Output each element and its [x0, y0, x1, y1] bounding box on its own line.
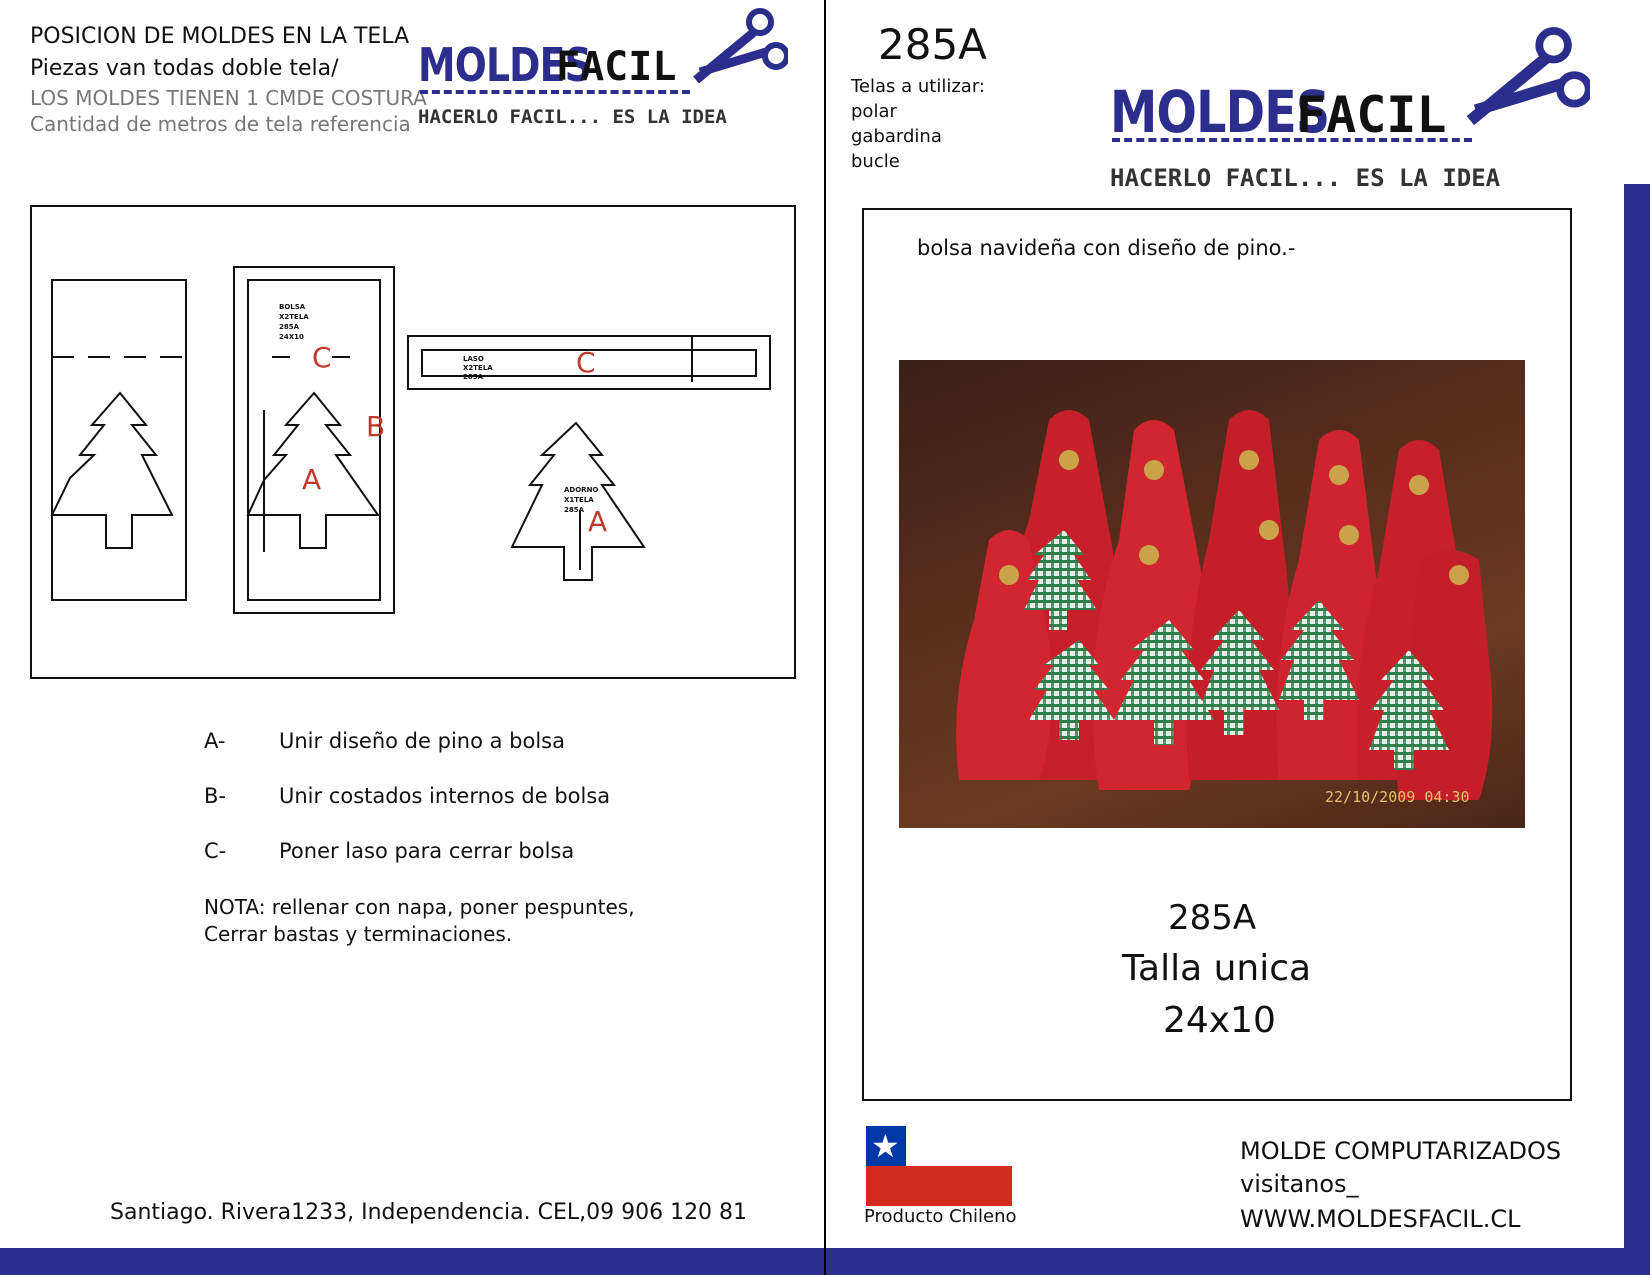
footer-line-2: visitanos_ [1240, 1170, 1359, 1198]
chile-flag [866, 1126, 1012, 1206]
adorno-piece-label: ADORNO X1TELA 285A [564, 486, 599, 514]
flag-caption: Producto Chileno [864, 1206, 1017, 1227]
laso-piece-label: LASO X2TELA 285A [463, 355, 493, 381]
nota-line-1: NOTA: rellenar con napa, poner pespuntes, [204, 895, 635, 919]
page-divider [824, 0, 826, 1275]
pattern-diagram [0, 0, 824, 700]
step-b-letter: B- [204, 784, 226, 808]
product-photo [899, 360, 1525, 828]
step-a-text: Unir diseño de pino a bolsa [279, 729, 565, 753]
logo-moldes-text: MOLDES [418, 38, 591, 92]
marker-b: B [366, 410, 386, 443]
fabric-polar: polar [851, 101, 897, 122]
fabric-quantity-note: Cantidad de metros de tela referencia [30, 112, 411, 136]
photo-timestamp: 22/10/2009 04:30 [1325, 788, 1470, 806]
fabric-bucle: bucle [851, 151, 900, 172]
nota-line-2: Cerrar bastas y terminaciones. [204, 922, 513, 946]
product-dimensions: 24x10 [1163, 1000, 1276, 1041]
logo-tagline-right: HACERLO FACIL... ES LA IDEA [1110, 164, 1501, 192]
bottom-bar-right [826, 1248, 1650, 1275]
pattern-code: 285A [878, 20, 987, 69]
marker-c-laso: C [576, 346, 596, 379]
fabrics-title: Telas a utilizar: [851, 76, 985, 97]
step-c-text: Poner laso para cerrar bolsa [279, 839, 575, 863]
product-size: Talla unica [1122, 948, 1312, 989]
seam-allowance-note: LOS MOLDES TIENEN 1 CMDE COSTURA [30, 86, 427, 110]
left-title: POSICION DE MOLDES EN LA TELA [30, 24, 410, 49]
footer-line-1: MOLDE COMPUTARIZADOS [1240, 1137, 1562, 1165]
flag-red-band [866, 1166, 1012, 1206]
fabric-gabardina: gabardina [851, 126, 942, 147]
brand-logo-right [1110, 78, 1630, 198]
scissors-icon [1460, 26, 1590, 132]
left-subtitle: Piezas van todas doble tela/ [30, 56, 339, 81]
contact-address: Santiago. Rivera1233, Independencia. CEL,09 906 120 81 [110, 1200, 748, 1225]
website-url[interactable]: WWW.MOLDESFACIL.CL [1240, 1205, 1521, 1233]
marker-a-bag: A [302, 463, 322, 496]
logo-facil-text-right: FACIL [1296, 86, 1447, 144]
product-code: 285A [1168, 898, 1257, 938]
tree-piece-1 [52, 393, 172, 548]
step-b-text: Unir costados internos de bolsa [279, 784, 611, 808]
step-a-letter: A- [204, 729, 226, 753]
right-side-bar [1624, 184, 1650, 1275]
marker-c-bag: C [312, 341, 332, 374]
product-description: bolsa navideña con diseño de pino.- [917, 236, 1296, 260]
logo-facil-text: FACIL [556, 44, 677, 90]
bag-piece-inner [248, 280, 380, 600]
bolsa-piece-label: BOLSA X2TELA 285A 24X10 [279, 303, 309, 341]
logo-moldes-text-right: MOLDES [1110, 78, 1330, 146]
star-icon: ★ [871, 1127, 900, 1165]
bag-piece-outline [52, 280, 186, 600]
step-c-letter: C- [204, 839, 227, 863]
bottom-bar-left [0, 1248, 824, 1275]
logo-tagline: HACERLO FACIL... ES LA IDEA [418, 106, 727, 128]
logo-dash-line [1112, 138, 1472, 142]
marker-a-adorno: A [588, 505, 608, 538]
